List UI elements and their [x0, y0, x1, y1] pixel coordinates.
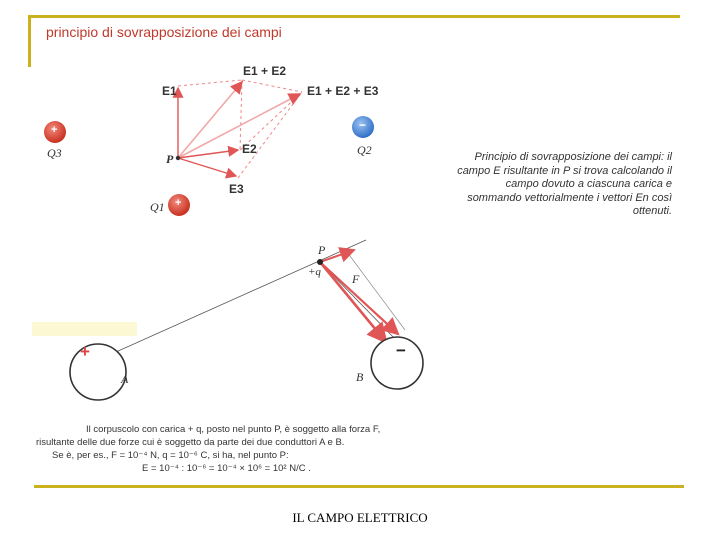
- explanation-line-2: risultante delle due forze cui è soggetto da parte dei due conduttori A e B.: [36, 437, 345, 448]
- sign-q2: −: [359, 118, 367, 132]
- sign-conductor-b: −: [396, 341, 406, 360]
- label-e3: E3: [229, 182, 244, 196]
- label-charge-q: +q: [308, 266, 321, 278]
- label-q3: Q3: [47, 146, 62, 160]
- sign-q3: +: [51, 124, 58, 136]
- label-conductor-a: A: [121, 372, 129, 386]
- explanation-line-1: Il corpuscolo con carica + q, posto nel punto P, è soggetto alla forza F,: [86, 424, 381, 435]
- slide-footer: IL CAMPO ELETTRICO: [292, 510, 428, 525]
- force-diagram: [32, 240, 423, 400]
- sign-conductor-a: +: [80, 342, 90, 361]
- superposition-vectors: [176, 80, 302, 178]
- label-e2: E2: [242, 142, 257, 156]
- label-e1-plus-e2: E1 + E2: [243, 64, 287, 78]
- label-conductor-b: B: [356, 370, 364, 384]
- label-p-fig2: P: [318, 243, 326, 257]
- label-e1: E1: [162, 84, 177, 98]
- label-q2: Q2: [357, 143, 372, 157]
- label-force-f: F: [352, 272, 360, 286]
- label-point-p: P: [166, 152, 174, 166]
- label-q1: Q1: [150, 200, 165, 214]
- figure1-caption: Principio di sovrapposizione dei campi: il campo E risultante in P si trova calcolando il campo dovuto a ciascuna carica e sommando vettorialmente i vettori En così ottenuti.: [457, 151, 672, 217]
- slide-title: principio di sovrapposizione dei campi: [46, 24, 282, 40]
- label-e-sum3: E1 + E2 + E3: [307, 84, 379, 98]
- sign-q1: +: [175, 197, 182, 209]
- explanation-line-3: Se è, per es., F = 10⁻⁴ N, q = 10⁻⁶ C, si ha, nel punto P:: [52, 450, 289, 461]
- explanation-line-4: E = 10⁻⁴ : 10⁻⁶ = 10⁻⁴ × 10⁶ = 10² N/C .: [142, 463, 311, 474]
